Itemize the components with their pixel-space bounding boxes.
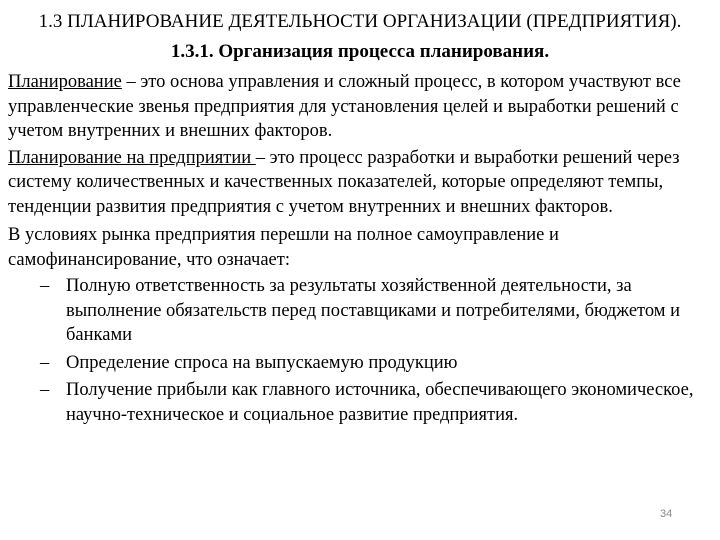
list-item-text: Получение прибыли как главного источника, обеспечивающего экономическое, научно-техническое и социальное развитие предприятия. <box>66 380 694 425</box>
bullet-list <box>8 274 714 427</box>
definition-enterprise-planning-text: – это процесс разработки и выработки решений через систему количественных и качественных показателей, которые определяют темпы, тенденции развития предприятия с учетом внутренних и внешних факторов. <box>8 147 680 217</box>
dash-marker: – <box>40 380 50 400</box>
intro-paragraph: В условиях рынка предприятия перешли на полное самоуправление и самофинансирование, что означает: <box>8 225 559 270</box>
definition-planning-text: – это основа управления и сложный процесс, в котором участвуют все управленческие звенья предприятия для установления целей и выработки решений с учетом внутренних и внешних факторов. <box>8 72 681 141</box>
list-item-text: Полную ответственность за результаты хозяйственной деятельности, за выполнение обязательств перед поставщиками и потребителями, бюджетом и банками <box>66 276 681 345</box>
page-number: 34 <box>660 508 673 520</box>
dash-marker: – <box>40 352 50 373</box>
list-item <box>40 351 714 376</box>
term-planning: Планирование <box>8 72 122 92</box>
definition-enterprise-planning <box>8 146 714 220</box>
definition-planning <box>8 70 714 144</box>
slide-body <box>8 70 714 430</box>
list-item <box>40 274 714 348</box>
list-item <box>40 378 714 427</box>
list-item-text: Определение спроса на выпускаемую продукцию <box>66 352 458 373</box>
slide-title: 1.3 ПЛАНИРОВАНИЕ ДЕЯТЕЛЬНОСТИ ОРГАНИЗАЦИИ (ПРЕДПРИЯТИЯ). <box>38 11 682 32</box>
slide-subtitle: 1.3.1. Организация процесса планирования. <box>170 41 550 62</box>
term-enterprise-planning: Планирование на предприятии <box>8 147 256 168</box>
dash-marker: – <box>40 276 50 296</box>
